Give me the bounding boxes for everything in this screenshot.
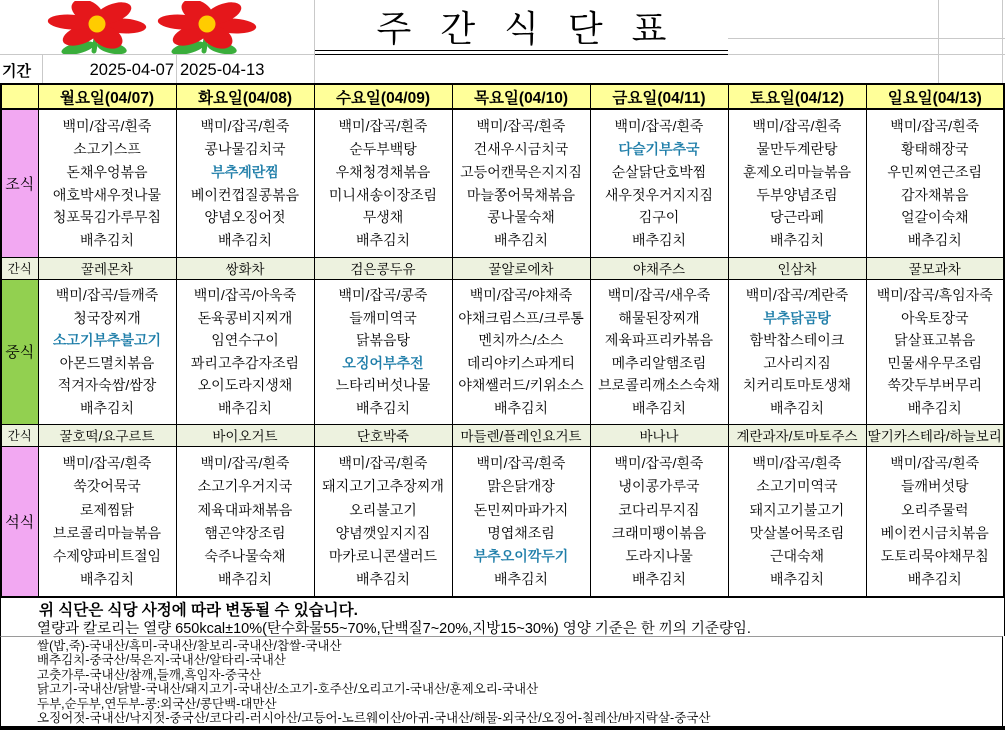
- day-header: 목요일(04/10): [452, 84, 590, 109]
- menu-item: 제육대파채볶음: [197, 501, 293, 518]
- menu-item: 무생채: [362, 209, 404, 226]
- menu-cell: [728, 109, 866, 257]
- menu-item: 야채쌜러드/키위소스: [458, 377, 584, 394]
- gridline: [938, 0, 939, 83]
- menu-item: 들깨버섯탕: [900, 478, 969, 495]
- menu-item: 백미/잡곡/흰죽: [338, 118, 428, 135]
- menu-item: 배추김치: [493, 232, 549, 249]
- menu-item: 배추김치: [769, 232, 825, 249]
- menu-item: 배추김치: [355, 399, 411, 416]
- menu-item: 데리야키스파게티: [466, 354, 576, 371]
- menu-cell: [728, 279, 866, 424]
- menu-item: 도토리묵야채무침: [880, 548, 989, 565]
- menu-item: 우민찌연근조림: [887, 163, 983, 180]
- origin-info-line: 배추김치-중국산/묵은지-국내산/알타리-국내산: [37, 653, 286, 668]
- menu-item: 오징어부추전: [342, 354, 424, 371]
- bottom-border-bar: [0, 726, 1005, 730]
- menu-item: 백미/잡곡/흰죽: [338, 455, 428, 472]
- snack-item: 쌍화차: [176, 257, 314, 279]
- snack-item: 딸기카스테라/하늘보리: [866, 424, 1004, 446]
- menu-cell: [176, 446, 314, 597]
- menu-cell: [590, 109, 728, 257]
- menu-cell: [728, 446, 866, 597]
- menu-item: 양념깻잎지지짐: [335, 524, 431, 541]
- menu-item: 부추닭곰탕: [763, 309, 831, 326]
- menu-row-lunch: [1, 279, 1004, 424]
- menu-item: 얼갈이숙채: [900, 209, 969, 226]
- menu-item: 쑥갓어묵국: [73, 478, 141, 495]
- menu-item: 소고기우거지국: [197, 478, 293, 495]
- menu-item: 배추김치: [769, 571, 825, 588]
- menu-item: 콩나물김치국: [204, 140, 286, 157]
- meal-row-label: 중식: [1, 279, 38, 424]
- menu-item: 민물새우무조림: [887, 354, 983, 371]
- menu-item: 오리주물럭: [900, 501, 969, 518]
- menu-item: 백미/잡곡/흰죽: [62, 455, 152, 472]
- origin-info-area: [0, 636, 1003, 726]
- origin-info-line: 닭고기-국내산/닭발-국내산/돼지고기-국내산/소고기-호주산/오리고기-국내산/훈제오리-국내산: [37, 682, 539, 697]
- menu-item: 배추김치: [907, 571, 962, 588]
- notes-area: [0, 595, 1005, 636]
- menu-item: 베이컨껍질콩볶음: [190, 186, 300, 203]
- menu-item: 아몬드멸치볶음: [59, 354, 155, 371]
- menu-item: 오이도라지생채: [197, 377, 293, 394]
- period-end-date: 2025-04-13: [180, 60, 265, 79]
- meal-row-label: 간식: [1, 424, 38, 446]
- menu-item: 숙주나물숙채: [204, 548, 286, 565]
- menu-item: 백미/잡곡/아욱죽: [193, 287, 297, 304]
- menu-item: 훈제오리마늘볶음: [742, 163, 852, 180]
- menu-item: 배추김치: [493, 571, 549, 588]
- snack-item: 바나나: [590, 424, 728, 446]
- menu-item: 백미/잡곡/흰죽: [200, 455, 290, 472]
- menu-cell: [314, 279, 452, 424]
- menu-row-breakfast: [1, 109, 1004, 257]
- nutrition-note: 열량과 칼로리는 열량 650kcal±10%(탄수화물55~70%,단백질7~20%,지방15~30%) 영양 기준은 한 끼의 기준량임.: [37, 621, 751, 637]
- menu-item: 백미/잡곡/흰죽: [752, 118, 842, 135]
- menu-item: 도라지나물: [625, 548, 693, 565]
- menu-item: 순살닭단호박찜: [611, 163, 707, 180]
- menu-item: 닭볶음탕: [355, 332, 411, 349]
- snack-item: 꿀호떡/요구르트: [38, 424, 176, 446]
- menu-row-snack: [1, 424, 1004, 446]
- period-start-date: 2025-04-07: [89, 60, 174, 79]
- menu-item: 김구이: [638, 209, 680, 226]
- menu-cell: [452, 446, 590, 597]
- gridline: [728, 38, 1005, 39]
- menu-item: 배추김치: [217, 571, 273, 588]
- menu-item: 배추김치: [769, 399, 825, 416]
- snack-item: 꿀모과차: [866, 257, 1004, 279]
- menu-item: 백미/잡곡/계란죽: [745, 287, 849, 304]
- menu-item: 근대숙채: [769, 548, 825, 565]
- menu-item: 백미/잡곡/들깨죽: [55, 287, 159, 304]
- day-header: 토요일(04/12): [728, 84, 866, 109]
- origin-info-line: 쌀(밥,죽)-국내산/흑미-국내산/찰보리-국내산/찹쌀-국내산: [37, 639, 342, 653]
- menu-cell: [38, 109, 176, 257]
- menu-row-dinner: [1, 446, 1004, 597]
- menu-item: 청국장찌개: [73, 309, 141, 326]
- menu-item: 햄곤약장조림: [204, 524, 286, 541]
- menu-item: 부추오이깍두기: [473, 548, 569, 565]
- menu-item: 브로콜리깨소스숙채: [598, 377, 720, 394]
- snack-item: 단호박죽: [314, 424, 452, 446]
- menu-cell: [452, 109, 590, 257]
- menu-item: 냉이콩가루국: [618, 478, 700, 495]
- meal-row-label: 간식: [1, 257, 38, 279]
- menu-item: 수제양파비트절임: [52, 548, 162, 565]
- menu-table: [0, 83, 1005, 598]
- menu-item: 돈민찌마파가지: [473, 501, 569, 518]
- menu-item: 돼지고기불고기: [749, 501, 845, 518]
- menu-cell: [866, 109, 1004, 257]
- day-header: 월요일(04/07): [38, 84, 176, 109]
- menu-item: 애호박새우젓나물: [52, 186, 162, 203]
- menu-item: 건새우시금치국: [473, 140, 569, 157]
- menu-item: 배추김치: [355, 571, 411, 588]
- menu-item: 백미/잡곡/흰죽: [62, 118, 152, 135]
- menu-item: 백미/잡곡/흰죽: [614, 118, 704, 135]
- corner-cell: [1, 84, 38, 109]
- menu-item: 배추김치: [631, 399, 687, 416]
- day-header: 일요일(04/13): [866, 84, 1004, 109]
- day-header-row: [1, 84, 1004, 109]
- menu-item: 백미/잡곡/흰죽: [200, 118, 290, 135]
- menu-item: 배추김치: [907, 399, 962, 416]
- menu-cell: [590, 446, 728, 597]
- snack-item: 야채주스: [590, 257, 728, 279]
- menu-item: 백미/잡곡/새우죽: [607, 287, 711, 304]
- menu-item: 고등어캔묵은지지짐: [460, 163, 582, 180]
- menu-item: 마카로니콘샐러드: [328, 548, 438, 565]
- menu-item: 들깨미역국: [349, 309, 417, 326]
- menu-item: 멘치까스/소스: [478, 332, 564, 349]
- menu-item: 돈채우엉볶음: [66, 163, 148, 180]
- menu-item: 마늘쫑어묵채볶음: [466, 186, 576, 203]
- menu-item: 맑은닭개장: [487, 478, 555, 495]
- red-flower-icon: [42, 1, 152, 54]
- menu-item: 배추김치: [79, 571, 135, 588]
- red-flower-icon: [152, 1, 262, 54]
- menu-item: 베이컨시금치볶음: [880, 524, 989, 541]
- menu-item: 부추계란찜: [211, 163, 279, 180]
- snack-item: 검은콩두유: [314, 257, 452, 279]
- menu-item: 백미/잡곡/흰죽: [890, 118, 980, 135]
- menu-cell: [176, 279, 314, 424]
- meal-row-label: 조식: [1, 109, 38, 257]
- snack-item: 인삼차: [728, 257, 866, 279]
- menu-item: 당근라페: [769, 209, 825, 226]
- menu-item: 감자채볶음: [900, 186, 969, 203]
- menu-item: 청포묵김가루무침: [52, 209, 162, 226]
- menu-item: 명엽채조림: [487, 524, 555, 541]
- menu-item: 로제찜닭: [79, 501, 135, 518]
- menu-item: 돈육콩비지찌개: [197, 309, 293, 326]
- menu-item: 배추김치: [631, 571, 687, 588]
- menu-item: 배추김치: [79, 232, 135, 249]
- period-label: 기간: [2, 62, 31, 80]
- gridline: [1002, 0, 1003, 83]
- snack-item: 꿀알로에차: [452, 257, 590, 279]
- menu-item: 소고기미역국: [756, 478, 838, 495]
- menu-cell: [314, 109, 452, 257]
- menu-item: 두부양념조림: [756, 186, 838, 203]
- menu-item: 우채청경채볶음: [335, 163, 431, 180]
- menu-item: 배추김치: [217, 399, 273, 416]
- menu-item: 임연수구이: [211, 332, 279, 349]
- page-title: 주 간 식 단 표: [376, 8, 677, 49]
- menu-item: 배추김치: [217, 232, 273, 249]
- day-header: 금요일(04/11): [590, 84, 728, 109]
- menu-item: 쑥갓두부버무리: [887, 377, 983, 394]
- menu-item: 배추김치: [355, 232, 411, 249]
- menu-item: 야채크림스프/크루통: [458, 309, 584, 326]
- menu-cell: [866, 446, 1004, 597]
- snack-item: 바이오거트: [176, 424, 314, 446]
- menu-item: 소고기부추불고기: [52, 332, 162, 349]
- day-header: 화요일(04/08): [176, 84, 314, 109]
- flower-decoration: [42, 1, 272, 54]
- menu-item: 다슬기부추국: [618, 140, 700, 157]
- menu-item: 오리불고기: [349, 501, 417, 518]
- menu-item: 메추리알햄조림: [611, 354, 707, 371]
- snack-item: 마들렌/플레인요거트: [452, 424, 590, 446]
- menu-row-snack: [1, 257, 1004, 279]
- origin-info-line: 두부,순두부,연두부-콩:외국산/콩단백-대만산: [37, 696, 277, 711]
- menu-item: 백미/잡곡/흰죽: [752, 455, 842, 472]
- snack-item: 꿀레몬차: [38, 257, 176, 279]
- menu-item: 백미/잡곡/흑임자죽: [876, 287, 993, 304]
- menu-cell: [176, 109, 314, 257]
- meal-row-label: 석식: [1, 446, 38, 597]
- menu-item: 백미/잡곡/흰죽: [476, 118, 566, 135]
- menu-item: 배추김치: [79, 399, 135, 416]
- menu-item: 콩나물숙채: [487, 209, 555, 226]
- menu-item: 맛살볼어묵조림: [749, 524, 845, 541]
- menu-item: 물만두계란탕: [756, 140, 838, 157]
- menu-item: 아욱토장국: [900, 309, 969, 326]
- snack-item: 계란과자/토마토주스: [728, 424, 866, 446]
- menu-item: 고사리지짐: [763, 354, 831, 371]
- menu-item: 치커리토마토생채: [742, 377, 852, 394]
- menu-item: 브로콜리마늘볶음: [52, 524, 162, 541]
- origin-info-line: 고춧가루-국내산/참깨,들깨,흑임자-중국산: [37, 667, 262, 682]
- menu-item: 백미/잡곡/흰죽: [476, 455, 566, 472]
- menu-item: 함박찹스테이크: [749, 332, 845, 349]
- menu-item: 꽈리고추감자조림: [190, 354, 300, 371]
- title-underline: [315, 50, 728, 55]
- menu-item: 코다리무지짐: [618, 501, 700, 518]
- menu-cell: [590, 279, 728, 424]
- menu-cell: [38, 279, 176, 424]
- menu-item: 제육파프리카볶음: [604, 332, 714, 349]
- menu-item: 백미/잡곡/콩죽: [338, 287, 428, 304]
- menu-item: 백미/잡곡/흰죽: [614, 455, 704, 472]
- day-header: 수요일(04/09): [314, 84, 452, 109]
- menu-item: 백미/잡곡/흰죽: [890, 455, 980, 472]
- menu-item: 돼지고기고추장찌개: [322, 478, 444, 495]
- origin-info-line: 오징어젓-국내산/낙지젓-중국산/코다리-러시아산/고등어-노르웨이산/아귀-국내산/해물-외국산/오징어-칠레산/바지락살-중국산: [37, 711, 711, 726]
- menu-item: 배추김치: [493, 399, 549, 416]
- menu-item: 배추김치: [907, 232, 962, 249]
- menu-item: 느타리버섯나물: [335, 377, 431, 394]
- menu-item: 새우젓우거지지짐: [604, 186, 714, 203]
- menu-item: 닭살표고볶음: [894, 332, 976, 349]
- menu-item: 황태해장국: [900, 140, 969, 157]
- menu-item: 적겨자숙쌈/쌈장: [57, 377, 157, 394]
- menu-item: 소고기스프: [73, 140, 141, 157]
- menu-item: 크래미팽이볶음: [611, 524, 707, 541]
- menu-item: 백미/잡곡/야채죽: [469, 287, 573, 304]
- menu-item: 양념오징어젓: [204, 209, 286, 226]
- menu-change-note: 위 식단은 식당 사정에 따라 변동될 수 있습니다.: [39, 602, 358, 619]
- menu-item: 미니새송이장조림: [328, 186, 438, 203]
- menu-cell: [314, 446, 452, 597]
- menu-cell: [452, 279, 590, 424]
- menu-cell: [866, 279, 1004, 424]
- menu-cell: [38, 446, 176, 597]
- menu-item: 배추김치: [631, 232, 687, 249]
- menu-item: 해물된장찌개: [618, 309, 700, 326]
- menu-item: 순두부백탕: [349, 140, 417, 157]
- gridline: [176, 55, 177, 83]
